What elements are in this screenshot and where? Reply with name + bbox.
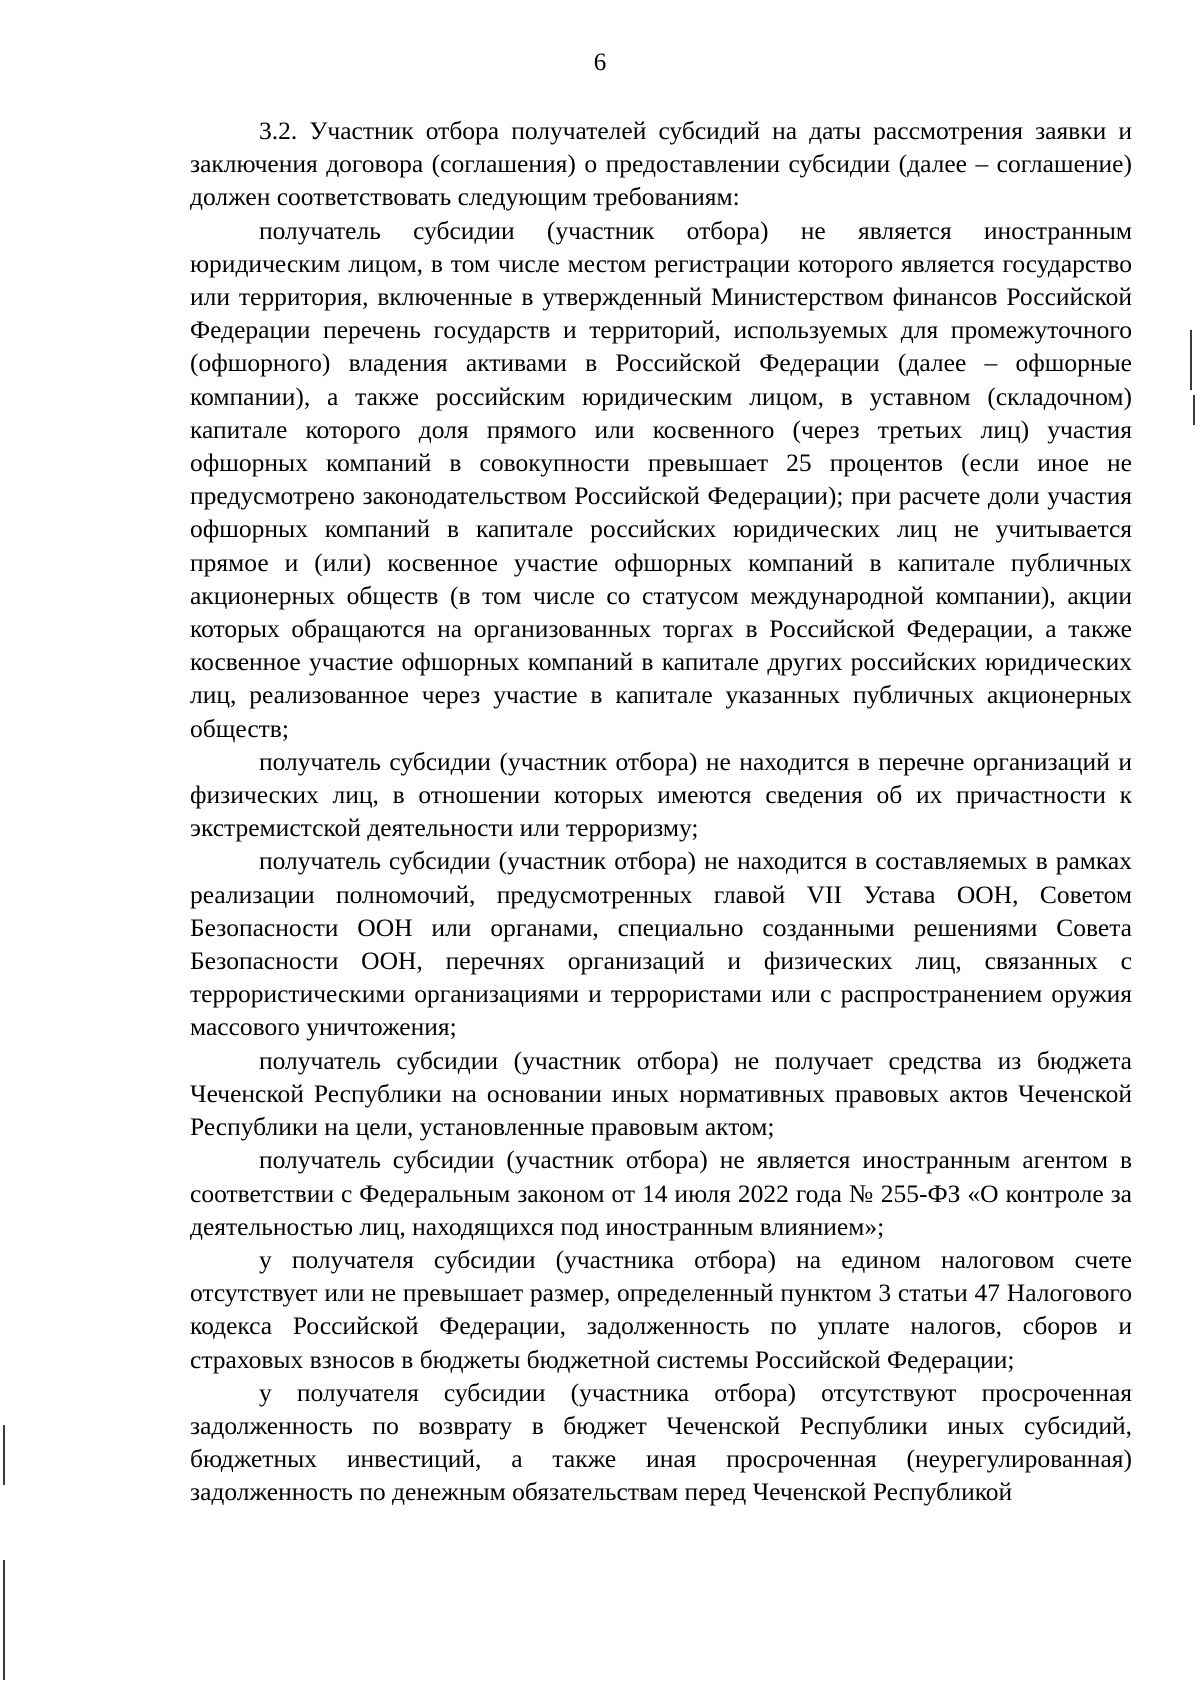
scan-edge-mark — [1193, 395, 1195, 425]
scan-edge-mark — [3, 1560, 5, 1680]
paragraph-offshore-requirement: получатель субсидии (участник отбора) не является иностранным юридическим лицом, в том числе местом регистрации которого является государство или территория, включенные в утвержденный Министерством финансов Российской Федерации перечень государств и территорий, используемых для промежуточного (офшорного) владения активами в Российской Федерации (далее – офшорные компании), а также российским юридическим лицом, в уставном (складочном) капитале которого доля прямого или косвенного (через третьих лиц) участия офшорных компаний в совокупности превышает 25 процентов (если иное не предусмотрено законодательством Российской Федерации); при расчете доли участия офшорных компаний в капитале российских юридических лиц не учитывается прямое и (или) косвенное участие офшорных компаний в капитале публичных акционерных обществ (в том числе со статусом международной компании), акции которых обращаются на организованных торгах в Российской Федерации, а также косвенное участие офшорных компаний в капитале других российских юридических лиц, реализованное через участие в капитале указанных публичных акционерных обществ; — [190, 215, 1132, 743]
paragraph-extremism-list: получатель субсидии (участник отбора) не находится в перечне организаций и физических лиц, в отношении которых имеются сведения об их причастности к экстремистской деятельности или терроризму; — [190, 746, 1132, 843]
paragraph-foreign-agent: получатель субсидии (участник отбора) не является иностранным агентом в соответствии с Федеральным законом от 14 июля 2022 года № 255-ФЗ «О контроле за деятельностью лиц, находящихся под иностранным влиянием»; — [190, 1145, 1132, 1241]
paragraph-overdue-debt: у получателя субсидии (участника отбора) отсутствуют просроченная задолженность по возврату в бюджет Чеченской Республики иных субсидий, бюджетных инвестиций, а также иная просроченная (неурегулированная) задолженность по денежным обязательствам перед Чеченской Республикой — [190, 1377, 1132, 1507]
page-number: 6 — [593, 49, 607, 76]
scan-edge-mark — [3, 1425, 5, 1485]
paragraph-no-other-budget-funds: получатель субсидии (участник отбора) не получает средства из бюджета Чеченской Республики на основании иных нормативных правовых актов Чеченской Республики на цели, установленные правовым актом; — [190, 1045, 1132, 1142]
paragraph-requirements-intro: 3.2. Участник отбора получателей субсидий на даты рассмотрения заявки и заключения договора (соглашения) о предоставлении субсидии (далее – соглашение) должен соответствовать следующим требованиям: — [190, 116, 1132, 212]
paragraph-un-security-council-list: получатель субсидии (участник отбора) не находится в составляемых в рамках реализации полномочий, предусмотренных главой VII Устава ООН, Советом Безопасности ООН или органами, специально созданными решениями Совета Безопасности ООН, перечнях организаций и физических лиц, связанных с террористическими организациями и террористами или с распространением оружия массового уничтожения; — [190, 846, 1132, 1042]
document-body — [190, 114, 1132, 1509]
paragraph-tax-debt: у получателя субсидии (участника отбора) на едином налоговом счете отсутствует или не превышает размер, определенный пунктом 3 статьи 47 Налогового кодекса Российской Федерации, задолженность по уплате налогов, сборов и страховых взносов в бюджеты бюджетной системы Российской Федерации; — [190, 1244, 1132, 1374]
scan-edge-mark — [1190, 330, 1192, 390]
